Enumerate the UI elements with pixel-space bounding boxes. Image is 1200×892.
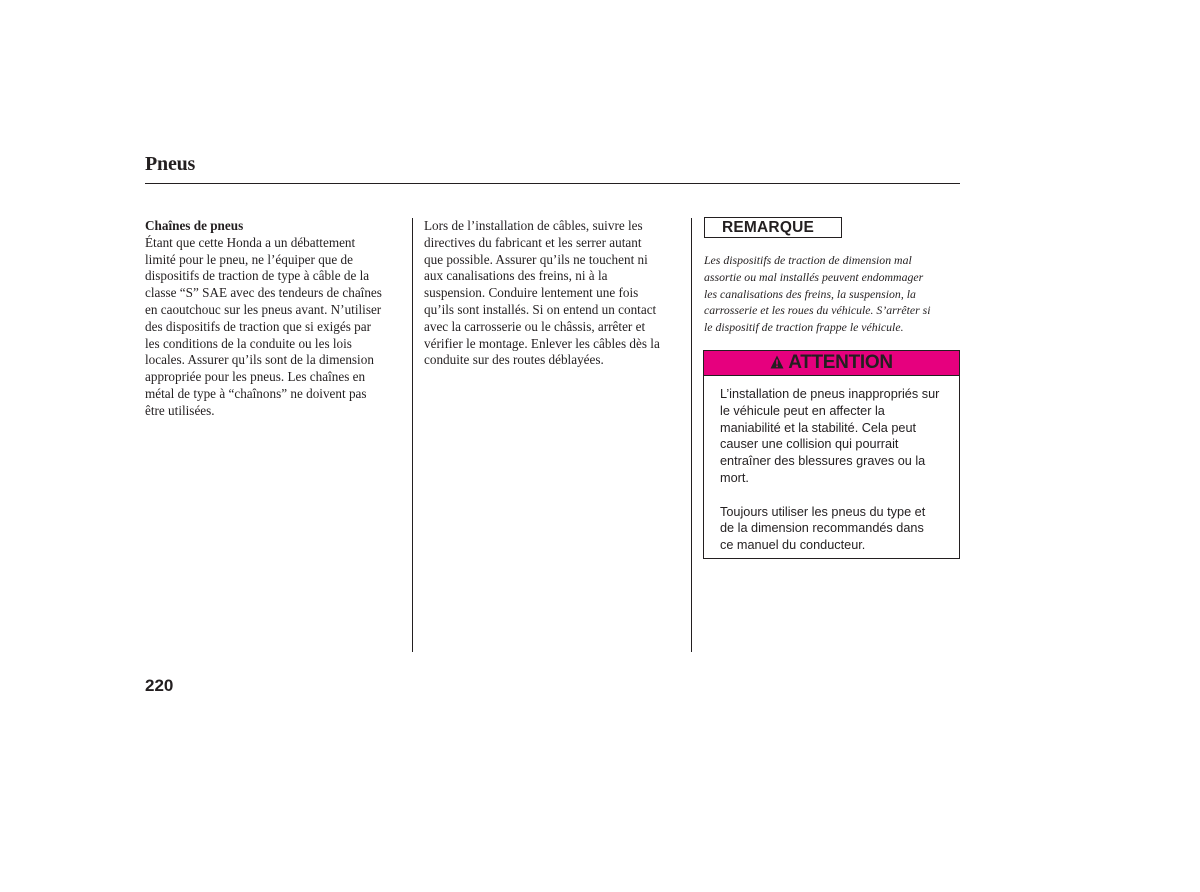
middle-column	[424, 218, 680, 369]
text-line: carrosserie et les roues du véhicule. S’arrêter si	[704, 303, 931, 318]
text-line: le dispositif de traction frappe le véhicule.	[704, 320, 904, 335]
text-line: les canalisations des freins, la suspension, la	[704, 286, 916, 301]
text-line: le véhicule peut en affecter la	[720, 403, 885, 418]
text-line: L’installation de pneus inappropriés sur	[720, 387, 940, 401]
warning-paragraph	[720, 386, 956, 487]
warning-title: ATTENTION	[788, 352, 893, 373]
text-line: être utilisées.	[145, 402, 215, 418]
text-line: Toujours utiliser les pneus du type et	[720, 504, 926, 519]
text-line: conduite sur des routes déblayées.	[424, 352, 604, 368]
text-line: dispositifs de traction de type à câble de la	[145, 268, 370, 284]
text-line: aux canalisations des freins, ni à la	[424, 268, 608, 284]
text-line: assortie ou mal installés peuvent endommager	[704, 269, 924, 284]
text-line: limité pour le pneu, ne l’équiper que de	[145, 251, 353, 267]
text-line: locales. Assurer qu’ils sont de la dimension	[145, 352, 374, 368]
text-line: en caoutchouc sur les pneus avant. N’utiliser	[145, 301, 382, 317]
left-column	[145, 218, 401, 420]
section-heading: Chaînes de pneus	[145, 218, 244, 233]
warning-body	[720, 386, 956, 571]
text-line: appropriée pour les pneus. Les chaînes en	[145, 369, 366, 385]
warning-header	[704, 351, 959, 376]
text-line: métal de type à “chaînons” ne doivent pas	[145, 385, 367, 401]
warning-triangle-icon	[770, 355, 784, 369]
text-line: directives du fabricant et les serrer autant	[424, 234, 642, 250]
title-divider	[145, 183, 960, 184]
text-line: suspension. Conduire lentement une fois	[424, 285, 639, 301]
text-line: Les dispositifs de traction de dimension mal	[704, 253, 912, 267]
text-line: des dispositifs de traction que si exigés par	[145, 318, 371, 334]
column-divider	[412, 218, 413, 652]
text-line: classe “S” SAE avec des tendeurs de chaînes	[145, 285, 382, 301]
text-line: mort.	[720, 470, 749, 485]
notice-text	[704, 252, 960, 336]
text-line: vérifier le montage. Enlever les câbles dès la	[424, 335, 660, 351]
text-line: avec la carrosserie ou le châssis, arrêter et	[424, 318, 646, 334]
text-line: entraîner des blessures graves ou la	[720, 454, 926, 469]
warning-box	[703, 350, 960, 559]
text-line: qu’ils sont installés. Si on entend un contact	[424, 301, 657, 317]
text-line: de la dimension recommandés dans	[720, 521, 924, 536]
notice-label: REMARQUE	[704, 217, 842, 238]
text-line: Lors de l’installation de câbles, suivre les	[424, 218, 643, 233]
column-divider	[691, 218, 692, 652]
text-line: Étant que cette Honda a un débattement	[145, 234, 356, 250]
page-number: 220	[145, 676, 174, 695]
text-line: ce manuel du conducteur.	[720, 538, 866, 553]
text-line: causer une collision qui pourrait	[720, 437, 899, 452]
text-line: que possible. Assurer qu’ils ne touchent ni	[424, 251, 648, 267]
text-line: les conditions de la conduite ou les lois	[145, 335, 352, 351]
text-line: maniabilité et la stabilité. Cela peut	[720, 420, 917, 435]
page-title: Pneus	[145, 153, 196, 175]
warning-paragraph	[720, 504, 956, 554]
